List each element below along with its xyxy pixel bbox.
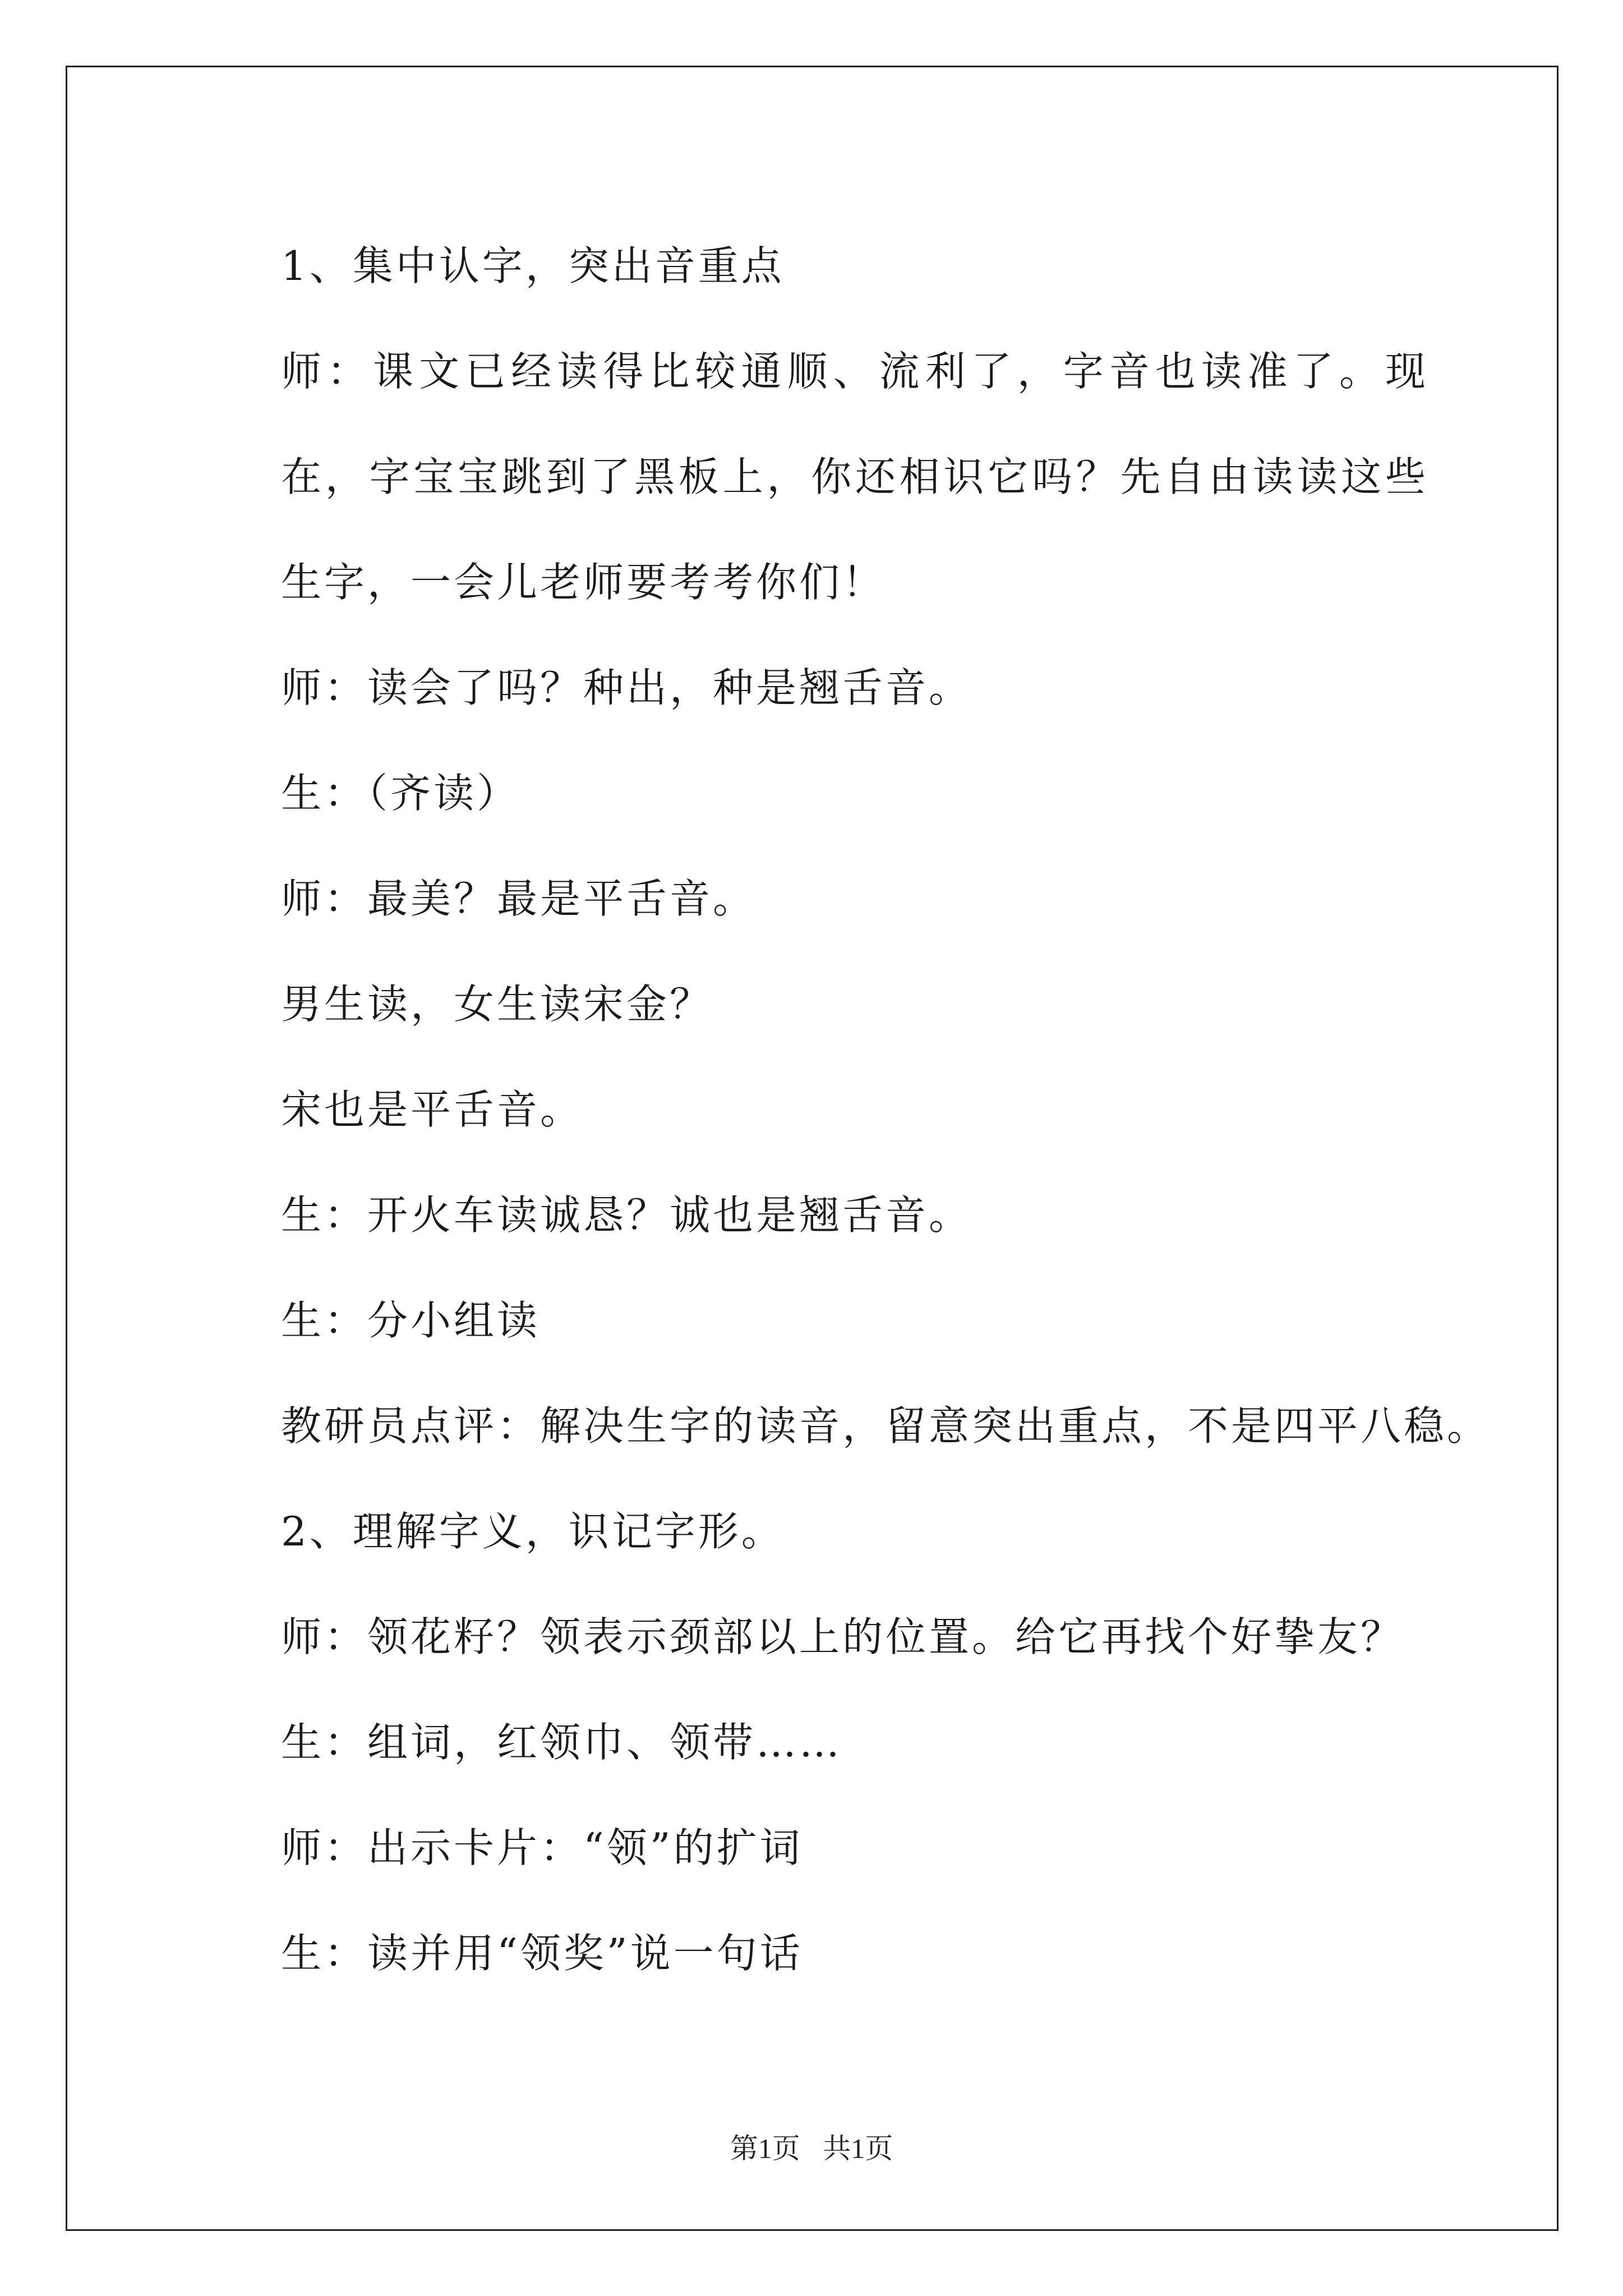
document-body	[200, 213, 1491, 2006]
paragraph: 生：组词，红领巾、领带……	[281, 1719, 843, 1766]
page-number: 第1页	[730, 2133, 800, 2164]
paragraph: 师：读会了吗？种出，种是翘舌音。	[281, 664, 972, 711]
page-total: 共1页	[823, 2133, 893, 2164]
paragraph: 生：读并用“领奖”说一句话	[281, 1930, 803, 1977]
paragraph: 宋也是平舌音。	[281, 1086, 584, 1133]
paragraph: 生：开火车读诚恳？诚也是翘舌音。	[281, 1191, 972, 1239]
heading-2: 2、理解字义，识记字形。	[281, 1508, 785, 1555]
paragraph: 生：分小组读	[281, 1297, 541, 1344]
paragraph: 师：出示卡片：“领”的扩词	[281, 1824, 803, 1871]
paragraph-teacher-intro: 师：课文已经读得比较通顺、流利了，字音也读准了。现在，字宝宝跳到了黑板上，你还相识它吗？先自由读读这些生字，一会儿老师要考考你们！	[281, 348, 1428, 606]
heading-1: 1、集中认字，突出音重点	[281, 242, 785, 289]
paragraph-review-comment: 教研员点评：解决生字的读音，留意突出重点，不是四平八稳。	[281, 1402, 1491, 1450]
paragraph: 师：最美？最是平舌音。	[281, 875, 757, 922]
paragraph: 生：（齐读）	[281, 770, 520, 817]
page-footer	[0, 2126, 1623, 2166]
paragraph: 师：领花籽？领表示颈部以上的位置。给它再找个好挚友？	[281, 1613, 1404, 1660]
paragraph: 男生读，女生读宋金？	[281, 981, 713, 1028]
